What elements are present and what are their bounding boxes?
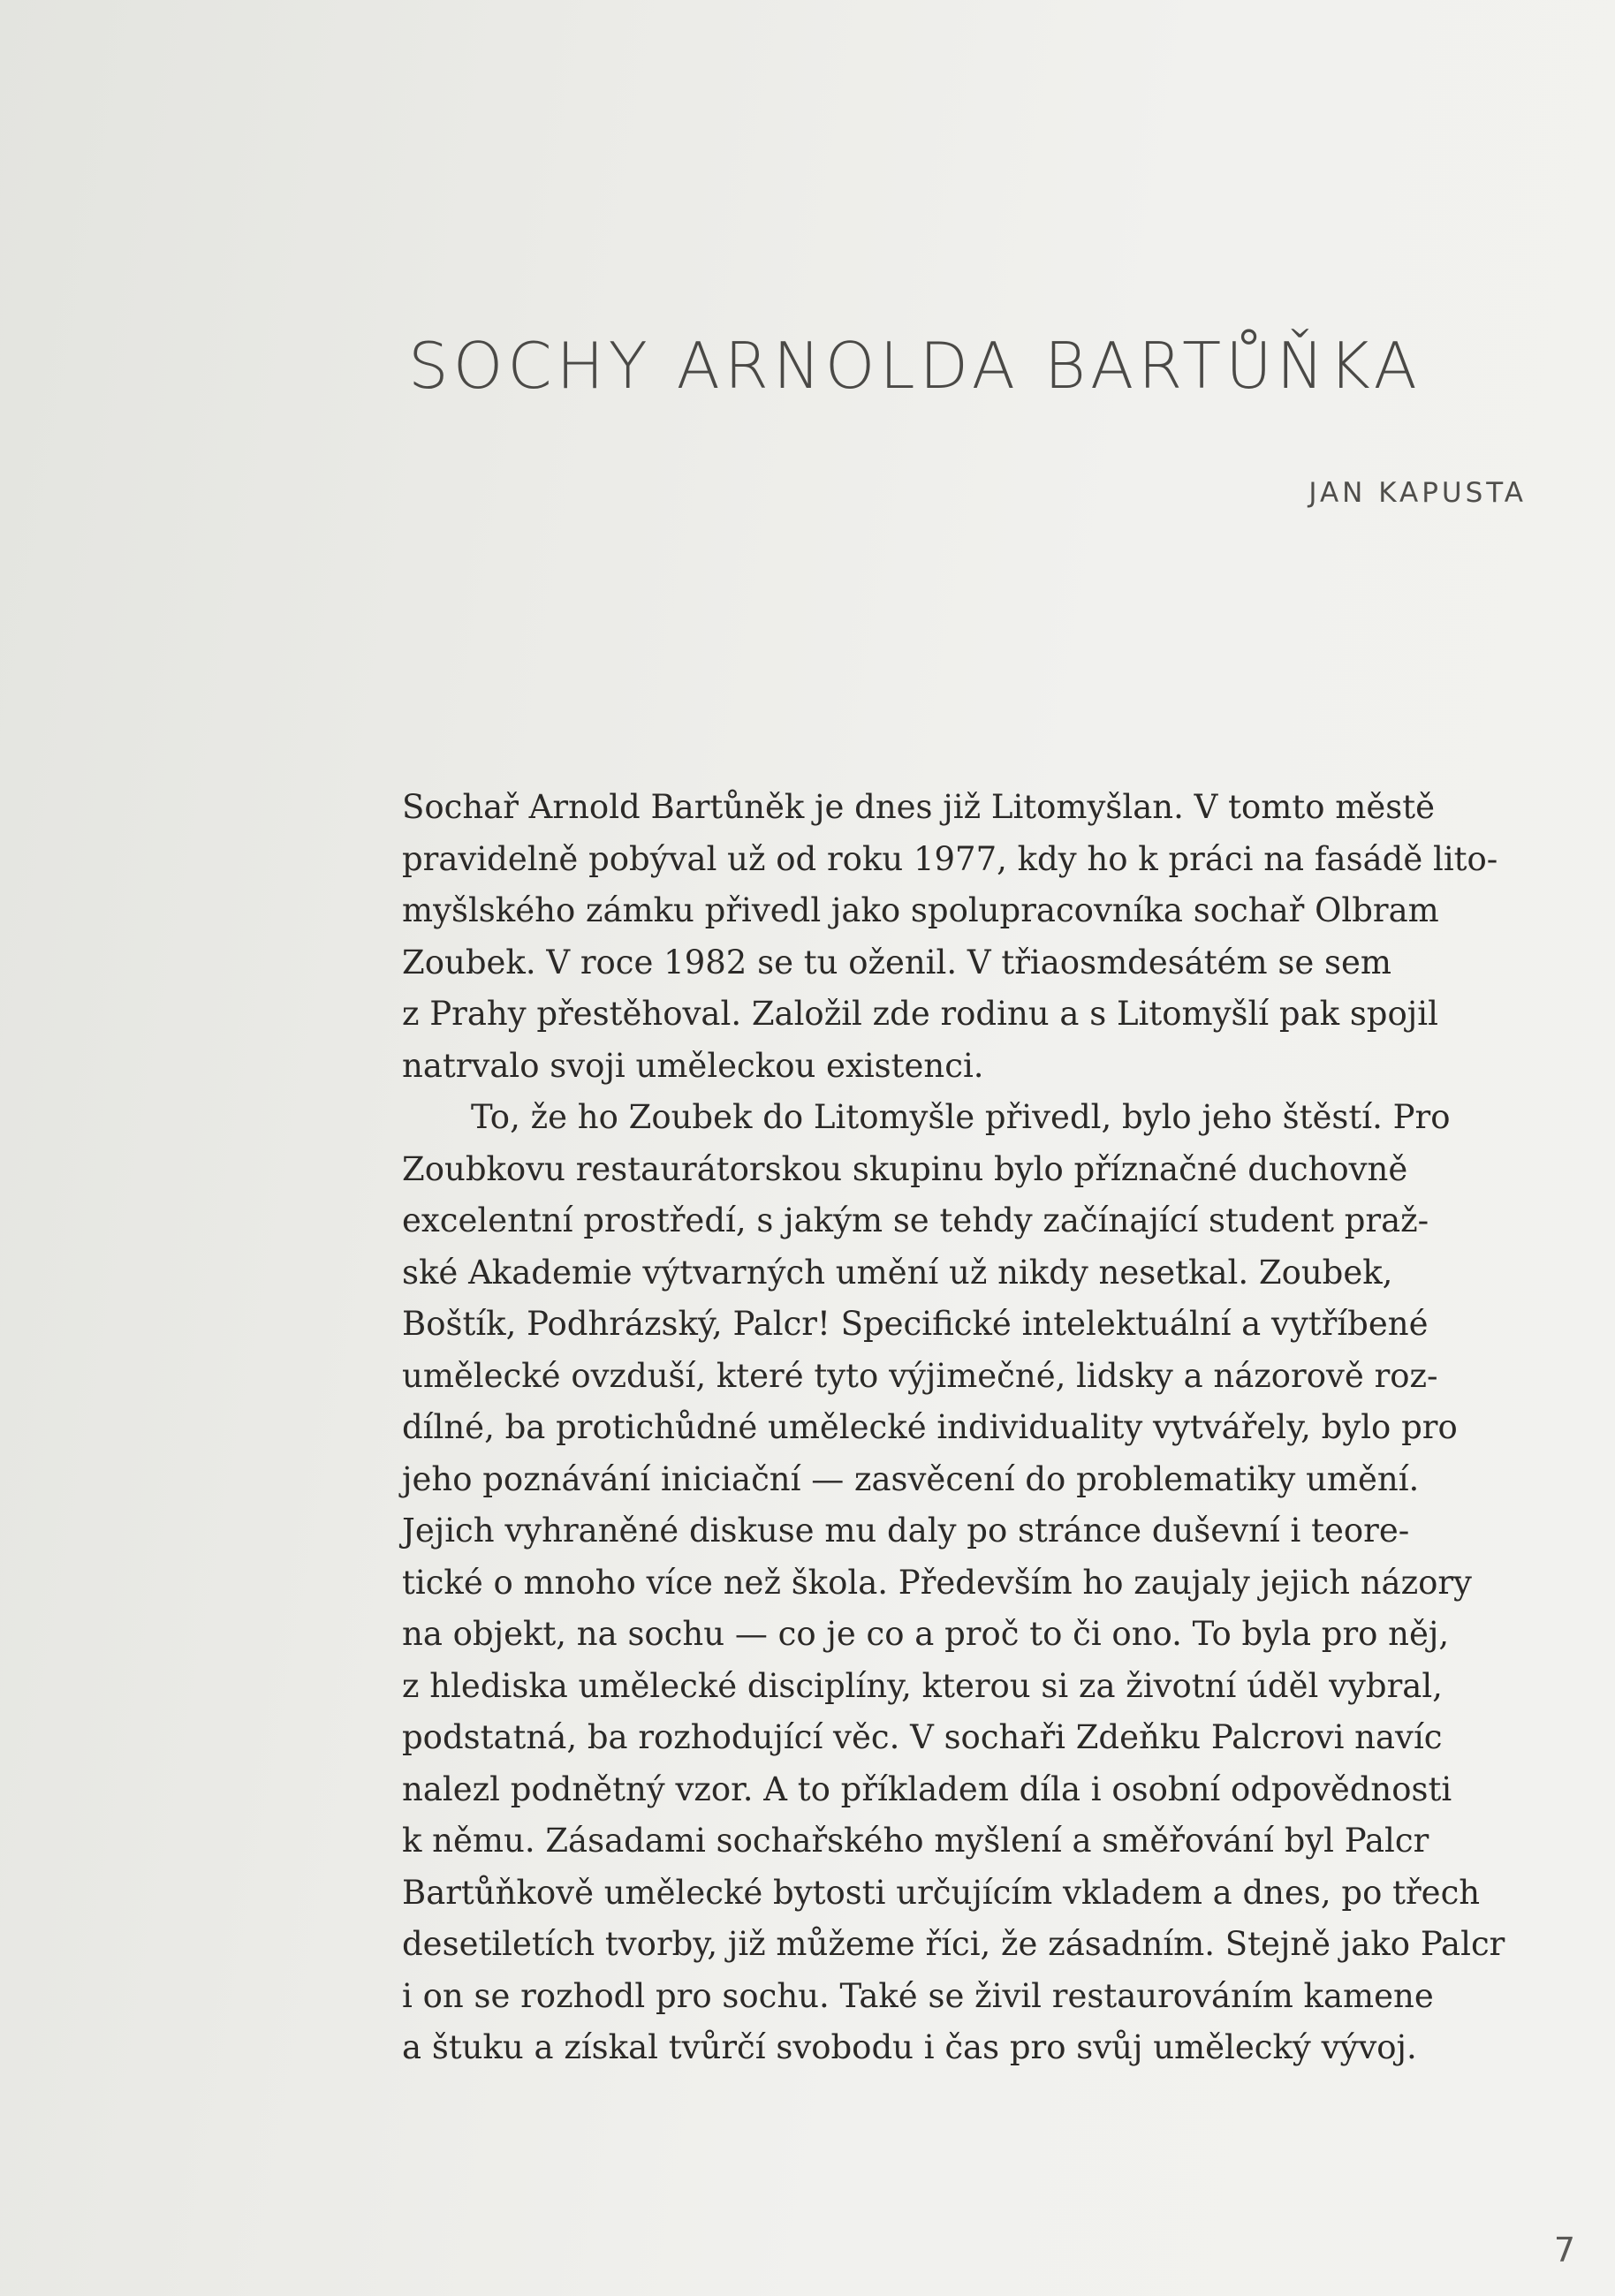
text-line: myšlského zámku přivedl jako spolupracovníka sochař Olbram bbox=[402, 891, 1439, 929]
text-line: Jejich vyhraněné diskuse mu daly po stránce duševní i teore- bbox=[402, 1512, 1410, 1550]
text-line: umělecké ovzduší, které tyto výjimečné, lidsky a názorově roz- bbox=[402, 1356, 1438, 1395]
text-line: excelentní prostředí, s jakým se tehdy začínající student praž- bbox=[402, 1201, 1429, 1239]
text-line: Bartůňkově umělecké bytosti určujícím vkladem a dnes, po třech bbox=[402, 1873, 1481, 1912]
text-line: ské Akademie výtvarných umění už nikdy nesetkal. Zoubek, bbox=[402, 1253, 1393, 1292]
text-line: pravidelně pobýval už od roku 1977, kdy ho k práci na fasádě lito- bbox=[402, 839, 1498, 878]
text-line: dílné, ba protichůdné umělecké individuality vytvářely, bylo pro bbox=[402, 1408, 1458, 1446]
paragraph-2 bbox=[402, 1092, 1524, 2074]
text-line: natrvalo svoji uměleckou existenci. bbox=[402, 1046, 984, 1085]
text-line: nalezl podnětný vzor. A to příkladem díla i osobní odpovědnosti bbox=[402, 1769, 1452, 1808]
text-line: i on se rozhodl pro sochu. Také se živil restaurováním kamene bbox=[402, 1976, 1434, 2015]
text-line: To, že ho Zoubek do Litomyšle přivedl, bylo jeho štěstí. Pro bbox=[471, 1098, 1451, 1136]
text-line: jeho poznávání iniciační — zasvěcení do problematiky umění. bbox=[402, 1459, 1420, 1498]
body-text bbox=[402, 782, 1524, 2074]
text-line: k němu. Zásadami sochařského myšlení a směřování byl Palcr bbox=[402, 1822, 1429, 1860]
text-line: desetiletích tvorby, již můžeme říci, že zásadním. Stejně jako Palcr bbox=[402, 1925, 1505, 1963]
text-line: tické o mnoho více než škola. Především ho zaujaly jejich názory bbox=[402, 1563, 1472, 1602]
text-line: z hlediska umělecké disciplíny, kterou si za životní úděl vybral, bbox=[402, 1666, 1443, 1705]
paragraph-1 bbox=[402, 782, 1524, 1092]
text-line: Zoubek. V roce 1982 se tu oženil. V třiaosmdesátém se sem bbox=[402, 943, 1392, 981]
page-number: 7 bbox=[1553, 2231, 1575, 2269]
text-line: na objekt, na sochu — co je co a proč to či ono. To byla pro něj, bbox=[402, 1615, 1450, 1653]
text-line: z Prahy přestěhoval. Založil zde rodinu a s Litomyšlí pak spojil bbox=[402, 995, 1438, 1033]
author-name: JAN KAPUSTA bbox=[1308, 477, 1527, 509]
text-line: Boštík, Podhrázský, Palcr! Specifické intelektuální a vytříbené bbox=[402, 1305, 1429, 1343]
text-line: Zoubkovu restaurátorskou skupinu bylo příznačné duchovně bbox=[402, 1149, 1408, 1188]
chapter-title: SOCHY ARNOLDA BARTŮŇKA bbox=[408, 329, 1422, 403]
text-line: Sochař Arnold Bartůněk je dnes již Litomyšlan. V tomto městě bbox=[402, 788, 1435, 826]
text-line: podstatná, ba rozhodující věc. V sochaři Zdeňku Palcrovi navíc bbox=[402, 1718, 1443, 1756]
text-line: a štuku a získal tvůrčí svobodu i čas pro svůj umělecký vývoj. bbox=[402, 2028, 1417, 2066]
